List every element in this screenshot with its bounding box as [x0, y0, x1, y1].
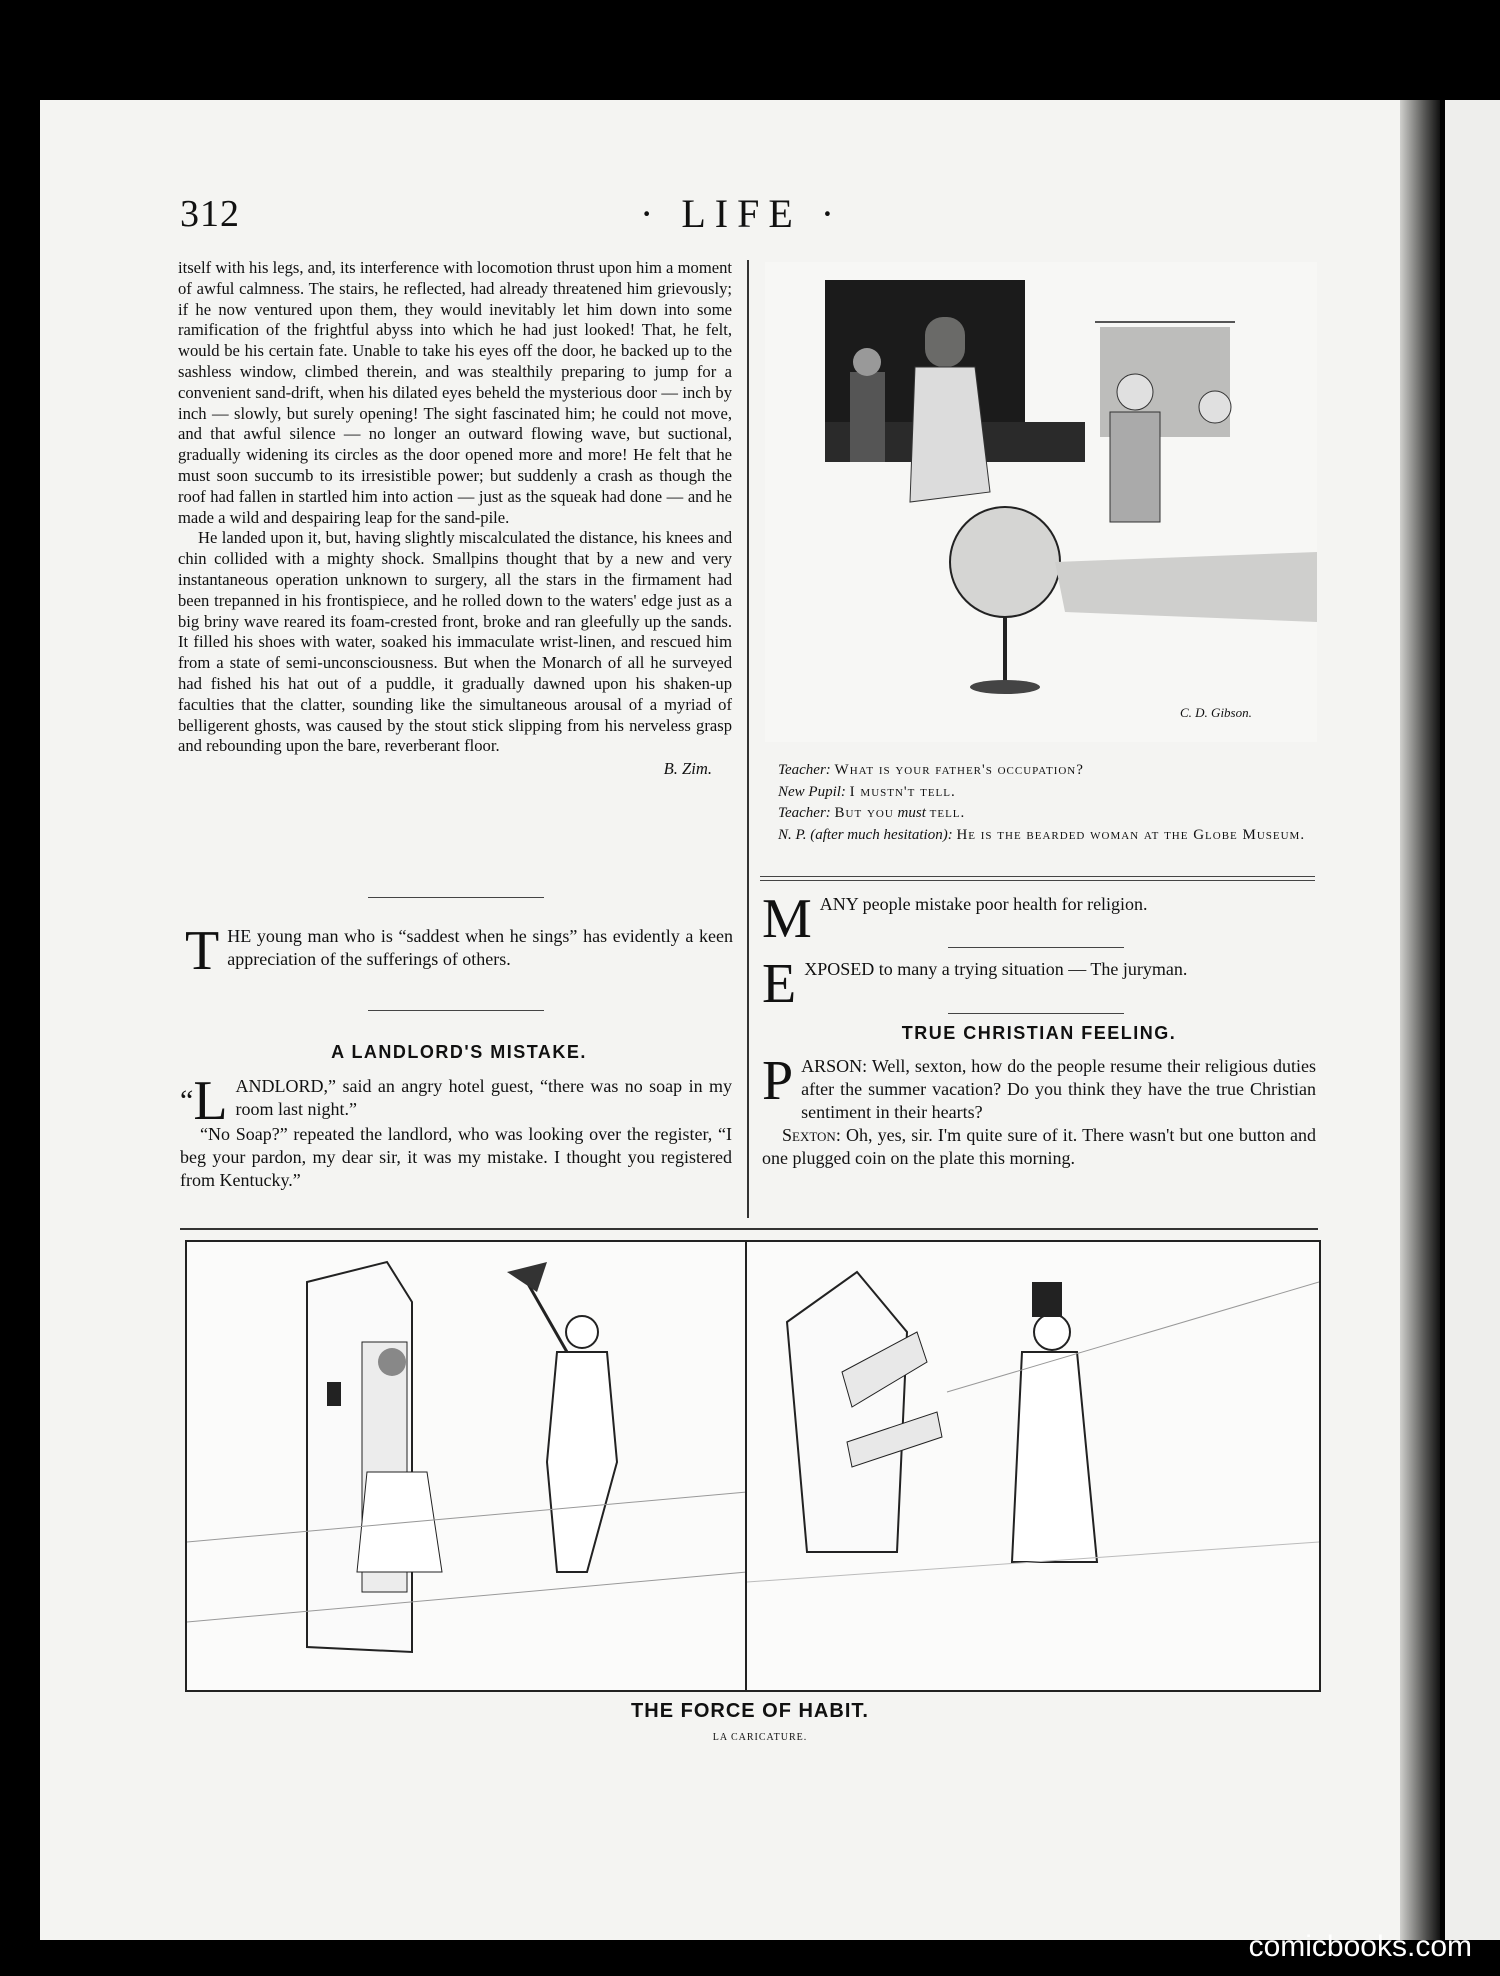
story-paragraph-2: He landed upon it, but, having slightly miscalculated the distance, his knees and chin collided with a mighty shock. Smallpins thought that by a new and very instantaneous operation unknown to surgery, all the stars in the firmament had been trepanned in his frontispiece, and he rolled down to the waters' edge just as a big briny wave reared its foam-crested front, broke and ran gleefully up the sands. It filled his shoes with water, soaked his immaculate wrist-linen, and rescued him from a state of semi-unconsciousness. But when the Monarch of all he surveyed had fished his hat out of a puddle, it gradually dawned upon his shaken-up faculties that the clatter, sounding like the simultaneous arousal of a myriad of belligerent ghosts, was caused by the stout stick slipping from his nerveless grasp and rebounding upon the bare, reverberant floor.: [178, 528, 732, 756]
speaker-label: N. P.: [778, 826, 807, 843]
drop-cap: L: [193, 1070, 228, 1132]
page-number: 312: [180, 193, 240, 235]
drop-cap: T: [185, 920, 220, 982]
dialogue-line: I mustn't tell.: [849, 783, 956, 800]
masthead: · LIFE ·: [640, 191, 844, 236]
landlord-text-2: “No Soap?” repeated the landlord, who was looking over the register, “I beg your pardon, my dear sir, it was my mistake. I thought you registered from Kentucky.”: [180, 1124, 732, 1190]
landlord-title: A LANDLORD'S MISTAKE.: [331, 1042, 587, 1062]
cartoon-panel-soldier: [185, 1240, 749, 1692]
lead-caps: HE: [227, 926, 252, 946]
drop-cap: E: [762, 953, 797, 1015]
lead-caps: XPOSED: [804, 959, 875, 979]
lead-caps: Sexton: [782, 1125, 836, 1145]
landlord-item: [180, 1070, 732, 1192]
dialogue-line: tell.: [929, 805, 966, 821]
dialogue-line: He is the bearded woman at the Globe Museum.: [956, 826, 1306, 843]
site-watermark: comicbooks.com: [1248, 1930, 1472, 1963]
cartoon-panel-beggar: [745, 1240, 1321, 1692]
emphasis: must: [897, 805, 926, 821]
schoolroom-caption: [760, 760, 1316, 846]
speaker-label: Teacher:: [778, 762, 831, 778]
christian-title: TRUE CHRISTIAN FEELING.: [901, 1023, 1177, 1043]
parson-text: : Well, sexton, how do the people resume their religious duties after the summer vacation? Do you think they have the true Christian sentiment in their hearts?: [801, 1056, 1316, 1122]
stage-direction: (after much hesitation):: [810, 826, 953, 843]
lead-caps: ANY: [819, 894, 859, 914]
speaker-label: New Pupil:: [778, 783, 846, 800]
dialogue-line: But you: [834, 805, 894, 821]
exposed-text: to many a trying situation — The juryman.: [874, 959, 1188, 979]
many-item: [762, 888, 1316, 950]
saddest-item: [185, 920, 733, 982]
divider: [948, 1013, 1124, 1014]
story-paragraph-1: itself with his legs, and, its interference with locomotion thrust upon him a moment of awful calmness. The stairs, he reflected, had already threatened him grievously; if he now ventured upon them, they would inevitably let him down into some ramification of the frightful abyss into which he had just looked! That, he felt, would be his certain fate. Unable to take his eyes off the door, he backed up to the sashless window, climbed therein, and was stealthily preparing to jump for a convenient sand-drift, when his dilated eyes beheld the mysterious door — inch by inch — slowly, but surely opening! The sight fascinated him; he could not move, and that awful silence — no longer an outward flowing wave, but suctional, gradually widening its circles as the door opened more and more! He felt that he must soon succumb to its irresistible power; but suddenly a crash as though the roof had fallen in startled him into action — just as the squeak had done — and he made a wild and despairing leap for the sand-pile.: [178, 258, 732, 527]
section-rule: [180, 1228, 1318, 1230]
exposed-item: [762, 953, 1316, 1015]
lead-caps: ANDLORD,: [235, 1076, 329, 1096]
column-rule: [747, 260, 749, 1218]
divider: [948, 947, 1124, 948]
landlord-text-1: ” said an angry hotel guest, “there was no soap in my room last night.”: [235, 1076, 732, 1119]
dialogue-line: What is your father's occupation?: [834, 762, 1084, 778]
divider: [368, 897, 544, 898]
open-quote: “: [180, 1084, 194, 1117]
many-text: people mistake poor health for religion.: [858, 894, 1148, 914]
cartoon-title: THE FORCE OF HABIT.: [631, 1700, 869, 1722]
divider: [368, 1010, 544, 1011]
lead-caps: ARSON: [801, 1056, 863, 1076]
drop-cap: M: [762, 888, 812, 950]
schoolroom-illustration: [765, 262, 1317, 742]
artist-signature: C. D. Gibson.: [1180, 705, 1252, 720]
speaker-label: Teacher:: [778, 805, 831, 821]
christian-item: [762, 1050, 1316, 1170]
book-spine: [1400, 100, 1440, 1940]
cartoon-credit: LA CARICATURE.: [712, 1732, 808, 1743]
double-rule: [760, 876, 1315, 881]
story-column: [178, 258, 732, 780]
sexton-text: : Oh, yes, sir. I'm quite sure of it. There wasn't but one button and one plugged coin on the plate this morning.: [762, 1125, 1316, 1168]
drop-cap: P: [762, 1050, 794, 1112]
saddest-text: young man who is “saddest when he sings” has evidently a keen appreciation of the sufferings of others.: [227, 926, 733, 969]
story-signature: B. Zim.: [663, 759, 712, 779]
next-page-edge: [1445, 100, 1500, 1940]
